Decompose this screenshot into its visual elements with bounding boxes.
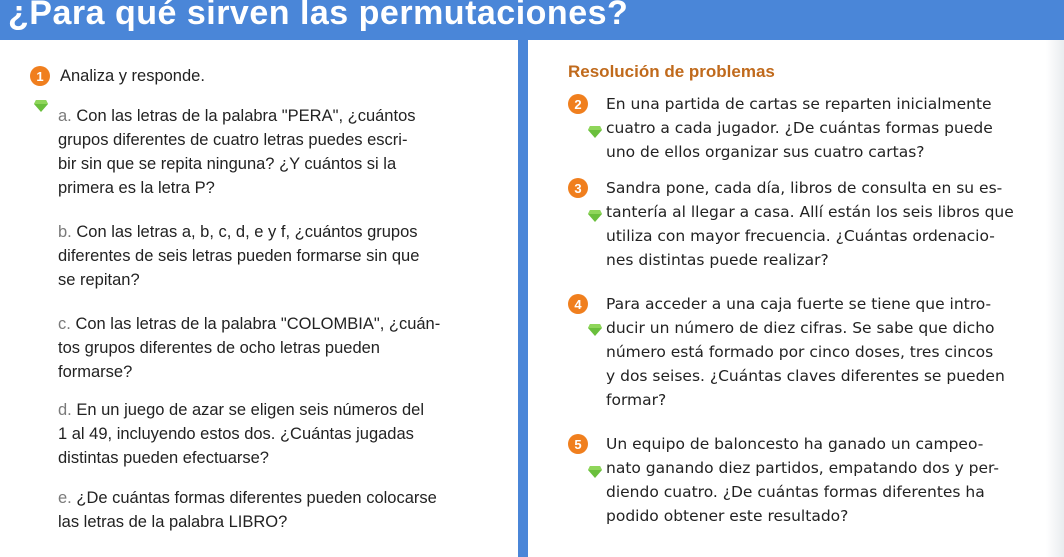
- exercise-item-e: e. ¿De cuántas formas diferentes pueden colocarse las letras de la palabra LIBRO?: [58, 489, 437, 531]
- page-title: ¿Para qué sirven las permutaciones?: [8, 0, 629, 32]
- problem-4: Para acceder a una caja fuerte se tiene que intro- ducir un número de diez cifras. Se sabe que dicho número está formado por cinco doses, tres cincos y dos seises. ¿Cuántas claves diferentes se pueden formar?: [606, 295, 1005, 409]
- problem-5: Un equipo de baloncesto ha ganado un campeo- nato ganando diez partidos, empatando dos y per- diendo cuatro. ¿De cuántas formas diferentes ha podido obtener este resultado?: [606, 435, 1000, 525]
- exercise-item-d: d. En un juego de azar se eligen seis números del 1 al 49, incluyendo estos dos. ¿Cuántas jugadas distintas pueden efectuarse?: [58, 401, 424, 467]
- page-header: [0, 0, 1064, 40]
- difficulty-gem-icon: [588, 126, 602, 138]
- exercise-number-badge: 1: [30, 66, 50, 86]
- problem-number-badge: 5: [568, 434, 588, 454]
- problem-2: En una partida de cartas se reparten inicialmente cuatro a cada jugador. ¿De cuántas formas puede uno de ellos organizar sus cuatro cartas?: [606, 95, 993, 161]
- problem-number-badge: 2: [568, 94, 588, 114]
- exercise-item-a: a. Con las letras de la palabra "PERA", ¿cuántos grupos diferentes de cuatro letras puedes escri- bir sin que se repita ninguna? ¿Y cuántos si la primera es la letra P?: [58, 107, 416, 197]
- page-edge: [1046, 40, 1064, 557]
- exercise-item-b: b. Con las letras a, b, c, d, e y f, ¿cuántos grupos diferentes de seis letras pueden formarse sin que se repitan?: [58, 223, 420, 289]
- exercise-title: Analiza y responde.: [60, 67, 205, 85]
- problem-number-badge: 4: [568, 294, 588, 314]
- difficulty-gem-icon: [588, 324, 602, 336]
- difficulty-gem-icon: [588, 466, 602, 478]
- exercise-item-c: c. Con las letras de la palabra "COLOMBIA", ¿cuán- tos grupos diferentes de ocho letras pueden formarse?: [58, 315, 441, 381]
- problem-3: Sandra pone, cada día, libros de consulta en su es- tantería al llegar a casa. Allí están los seis libros que utiliza con mayor frecuencia. ¿Cuántas ordenacio- nes distintas puede realizar?: [606, 179, 1014, 269]
- difficulty-gem-icon: [588, 210, 602, 222]
- difficulty-gem-icon: [34, 100, 48, 112]
- section-title: Resolución de problemas: [568, 62, 775, 81]
- problem-number-badge: 3: [568, 178, 588, 198]
- column-divider: [518, 40, 528, 557]
